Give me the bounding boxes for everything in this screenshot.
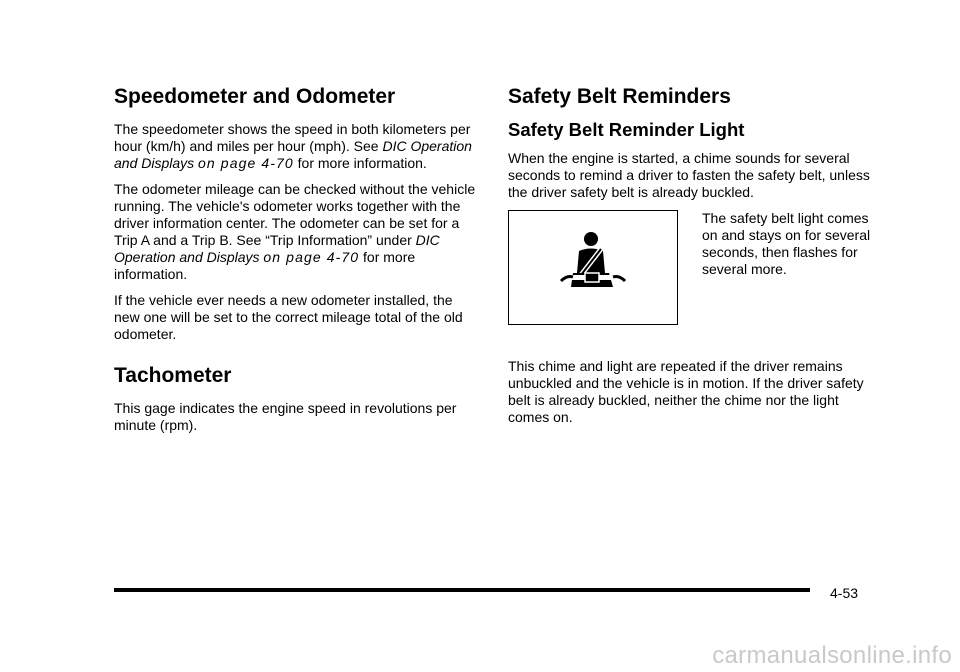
left-column [114, 84, 478, 443]
safety-belt-icon [559, 229, 627, 299]
footer-rule [114, 588, 810, 592]
page-number: 4-53 [830, 585, 859, 601]
dic-page-reference[interactable]: on page 4-70 [263, 249, 360, 265]
safety-belt-light-frame [508, 210, 678, 325]
right-column [508, 84, 872, 435]
tachometer-paragraph: This gage indicates the engine speed in revolutions per minute (rpm). [114, 400, 457, 433]
safety-belt-light-subheading: Safety Belt Reminder Light [508, 119, 745, 140]
dic-reference-link[interactable]: DIC Operation and Displays [114, 138, 472, 171]
dic-page-reference[interactable]: on page 4-70 [198, 155, 294, 171]
tachometer-heading: Tachometer [114, 364, 232, 387]
safety-belt-reminders-heading: Safety Belt Reminders [508, 85, 731, 108]
speedometer-paragraph: The speedometer shows the speed in both kilometers per hour (km/h) and miles per hour (mph). See DIC Operation and Displays on page 4-70 for more information. [114, 121, 472, 171]
safety-belt-light-caption: The safety belt light comes on and stays on for several seconds, then flashes for several more. [702, 210, 871, 277]
watermark: carmanualsonline.info [712, 642, 952, 669]
odometer-paragraph: The odometer mileage can be checked without the vehicle running. The vehicle's odometer works together with the driver information center. The odometer can be set for a Trip A and a Trip B. See “Trip Information” under DIC Operation and Displays on page 4-70 for more information. [114, 181, 476, 282]
safety-belt-closing-paragraph: This chime and light are repeated if the driver remains unbuckled and the vehicle is in motion. If the driver safety belt is already buckled, neither the chime nor the light comes on. [508, 358, 864, 425]
odometer-replacement-paragraph: If the vehicle ever needs a new odometer installed, the new one will be set to the correct mileage total of the old odometer. [114, 292, 463, 342]
speedometer-heading: Speedometer and Odometer [114, 85, 396, 108]
safety-belt-figure [508, 210, 872, 358]
safety-belt-intro-paragraph: When the engine is started, a chime sounds for several seconds to remind a driver to fasten the safety belt, unless the driver safety belt is already buckled. [508, 150, 870, 200]
dic-reference-link[interactable]: DIC Operation and Displays [114, 232, 440, 265]
